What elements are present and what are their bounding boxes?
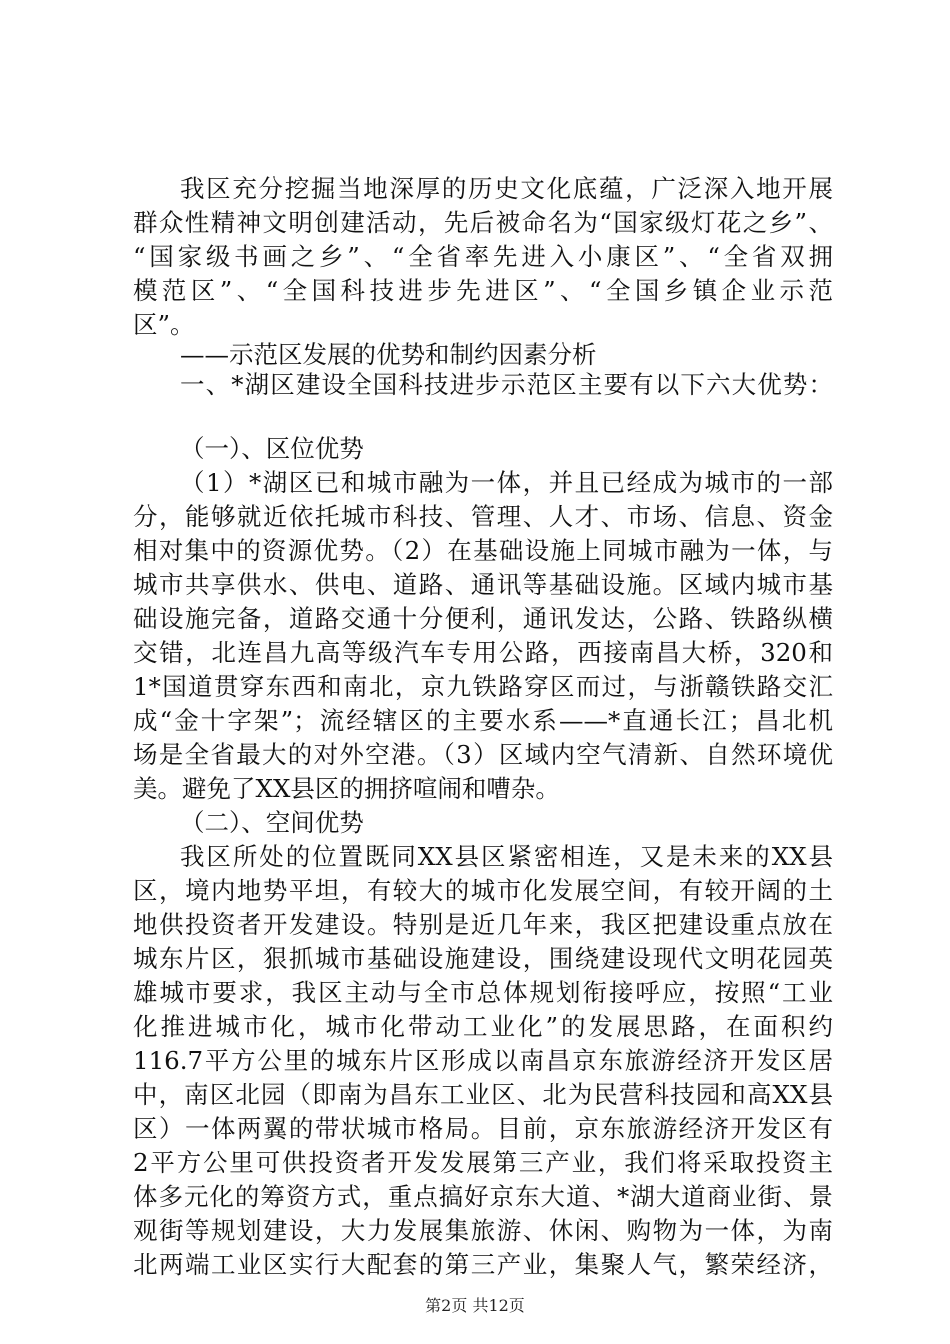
paragraph-line: 观街等规划建设，大力发展集旅游、休闲、购物为一体，为南 [133, 1216, 833, 1245]
paragraph-line: 地供投资者开发建设。特别是近几年来，我区把建设重点放在 [133, 910, 833, 939]
subsection-heading: （二）、空间优势 [180, 808, 364, 837]
paragraph-line: 模范区”、“全国科技进步先进区”、“全国乡镇企业示范 [133, 276, 833, 305]
paragraph-line: 中，南区北园（即南为昌东工业区、北为民营科技园和高XX县 [133, 1080, 833, 1109]
paragraph-line: 区”。 [133, 310, 195, 339]
paragraph-line: 交错，北连昌九高等级汽车专用公路，西接南昌大桥，320和 [133, 638, 833, 667]
paragraph-line: “国家级书画之乡”、“全省率先进入小康区”、“全省双拥 [133, 242, 833, 271]
paragraph-line: 区，境内地势平坦，有较大的城市化发展空间，有较开阔的土 [133, 876, 833, 905]
paragraph-line: 116.7平方公里的城东片区形成以南昌京东旅游经济开发区居 [133, 1046, 833, 1075]
paragraph-line: 雄城市要求，我区主动与全市总体规划衔接呼应，按照“工业 [133, 978, 833, 1007]
paragraph-line: 我区充分挖掘当地深厚的历史文化底蕴，广泛深入地开展 [180, 174, 833, 203]
paragraph-line: 场是全省最大的对外空港。（3）区域内空气清新、自然环境优 [133, 740, 833, 769]
page-footer: 第2页 共12页 [425, 1296, 525, 1315]
paragraph-line: 城市共享供水、供电、道路、通讯等基础设施。区域内城市基 [133, 570, 833, 599]
paragraph-line: 美。避免了XX县区的拥挤喧闹和嘈杂。 [133, 774, 560, 803]
section-heading: 一、*湖区建设全国科技进步示范区主要有以下六大优势： [180, 370, 833, 399]
paragraph-line: 相对集中的资源优势。（2）在基础设施上同城市融为一体，与 [133, 536, 833, 565]
paragraph-line: 体多元化的筹资方式，重点搞好京东大道、*湖大道商业街、景 [133, 1182, 833, 1211]
paragraph-line: 北两端工业区实行大配套的第三产业，集聚人气，繁荣经济， [133, 1250, 833, 1279]
paragraph-line: 成“金十字架”；流经辖区的主要水系——*直通长江；昌北机 [133, 706, 833, 735]
paragraph-line: 础设施完备，道路交通十分便利，通讯发达，公路、铁路纵横 [133, 604, 833, 633]
paragraph-line: 我区所处的位置既同XX县区紧密相连，又是未来的XX县 [180, 842, 833, 871]
section-heading: ——示范区发展的优势和制约因素分析 [180, 340, 597, 369]
paragraph-line: （1）*湖区已和城市融为一体，并且已经成为城市的一部 [180, 468, 833, 497]
paragraph-line: 分，能够就近依托城市科技、管理、人才、市场、信息、资金 [133, 502, 833, 531]
paragraph-line: 群众性精神文明创建活动，先后被命名为“国家级灯花之乡”、 [133, 208, 833, 237]
paragraph-line: 1*国道贯穿东西和南北，京九铁路穿区而过，与浙赣铁路交汇 [133, 672, 833, 701]
paragraph-line: 城东片区，狠抓城市基础设施建设，围绕建设现代文明花园英 [133, 944, 833, 973]
paragraph-line: 2平方公里可供投资者开发发展第三产业，我们将采取投资主 [133, 1148, 833, 1177]
paragraph-line: 区）一体两翼的带状城市格局。目前，京东旅游经济开发区有 [133, 1114, 833, 1143]
paragraph-line: 化推进城市化，城市化带动工业化”的发展思路，在面积约 [133, 1012, 833, 1041]
subsection-heading: （一）、区位优势 [180, 434, 364, 463]
